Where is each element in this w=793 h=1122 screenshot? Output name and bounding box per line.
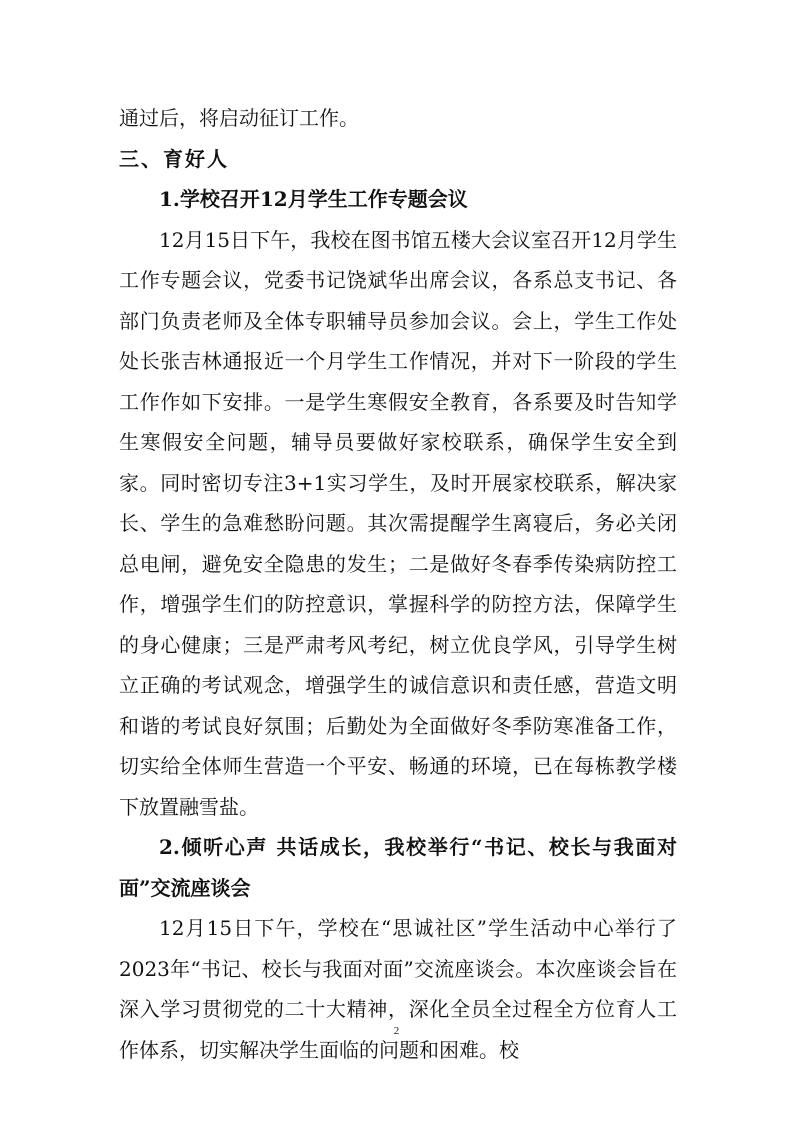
body-text: [119, 98, 677, 1070]
page-number: 2: [393, 1025, 400, 1037]
continuation-paragraph: 通过后，将启动征订工作。: [119, 106, 359, 130]
paragraph-meeting: 12月15日下午，我校在图书馆五楼大会议室召开12月学生工作专题会议，党委书记饶斌华出席会议，各系总支书记、各部门负责老师及全体专职辅导员参加会议。会上，学生工作处处长张吉林通报近一个月学生工作情况，并对下一阶段的学生工作作如下安排。一是学生寒假安全教育，各系要及时告知学生寒假安全问题，辅导员要做好家校联系，确保学生安全到家。同时密切专注3+1实习学生，及时开展家校联系，解决家长、学生的急难愁盼问题。其次需提醒学生离寝后，务必关闭总电闸，避免安全隐患的发生；二是做好冬春季传染病防控工作，增强学生们的防控意识，掌握科学的防控方法，保障学生的身心健康；三是严肃考风考纪，树立优良学风，引导学生树立正确的考试观念，增强学生的诚信意识和责任感，营造文明和谐的考试良好氛围；后勤处为全面做好冬季防寒准备工作，切实给全体师生营造一个平安、畅通的环境，已在每栋教学楼下放置融雪盐。: [119, 227, 677, 819]
subsection-heading-1: 1.学校召开12月学生工作专题会议: [159, 187, 468, 211]
subsection-heading-2: 2.倾听心声 共话成长，我校举行“书记、校长与我面对面”交流座谈会: [119, 835, 677, 900]
paragraph-forum: 12月15日下午，学校在“思诚社区”学生活动中心举行了2023年“书记、校长与我面对面”交流座谈会。本次座谈会旨在深入学习贯彻党的二十大精神，深化全员全过程全方位育人工作体系，切实解决学生面临的问题和困难。校: [119, 916, 677, 1062]
section-heading: 三、育好人: [119, 146, 229, 171]
